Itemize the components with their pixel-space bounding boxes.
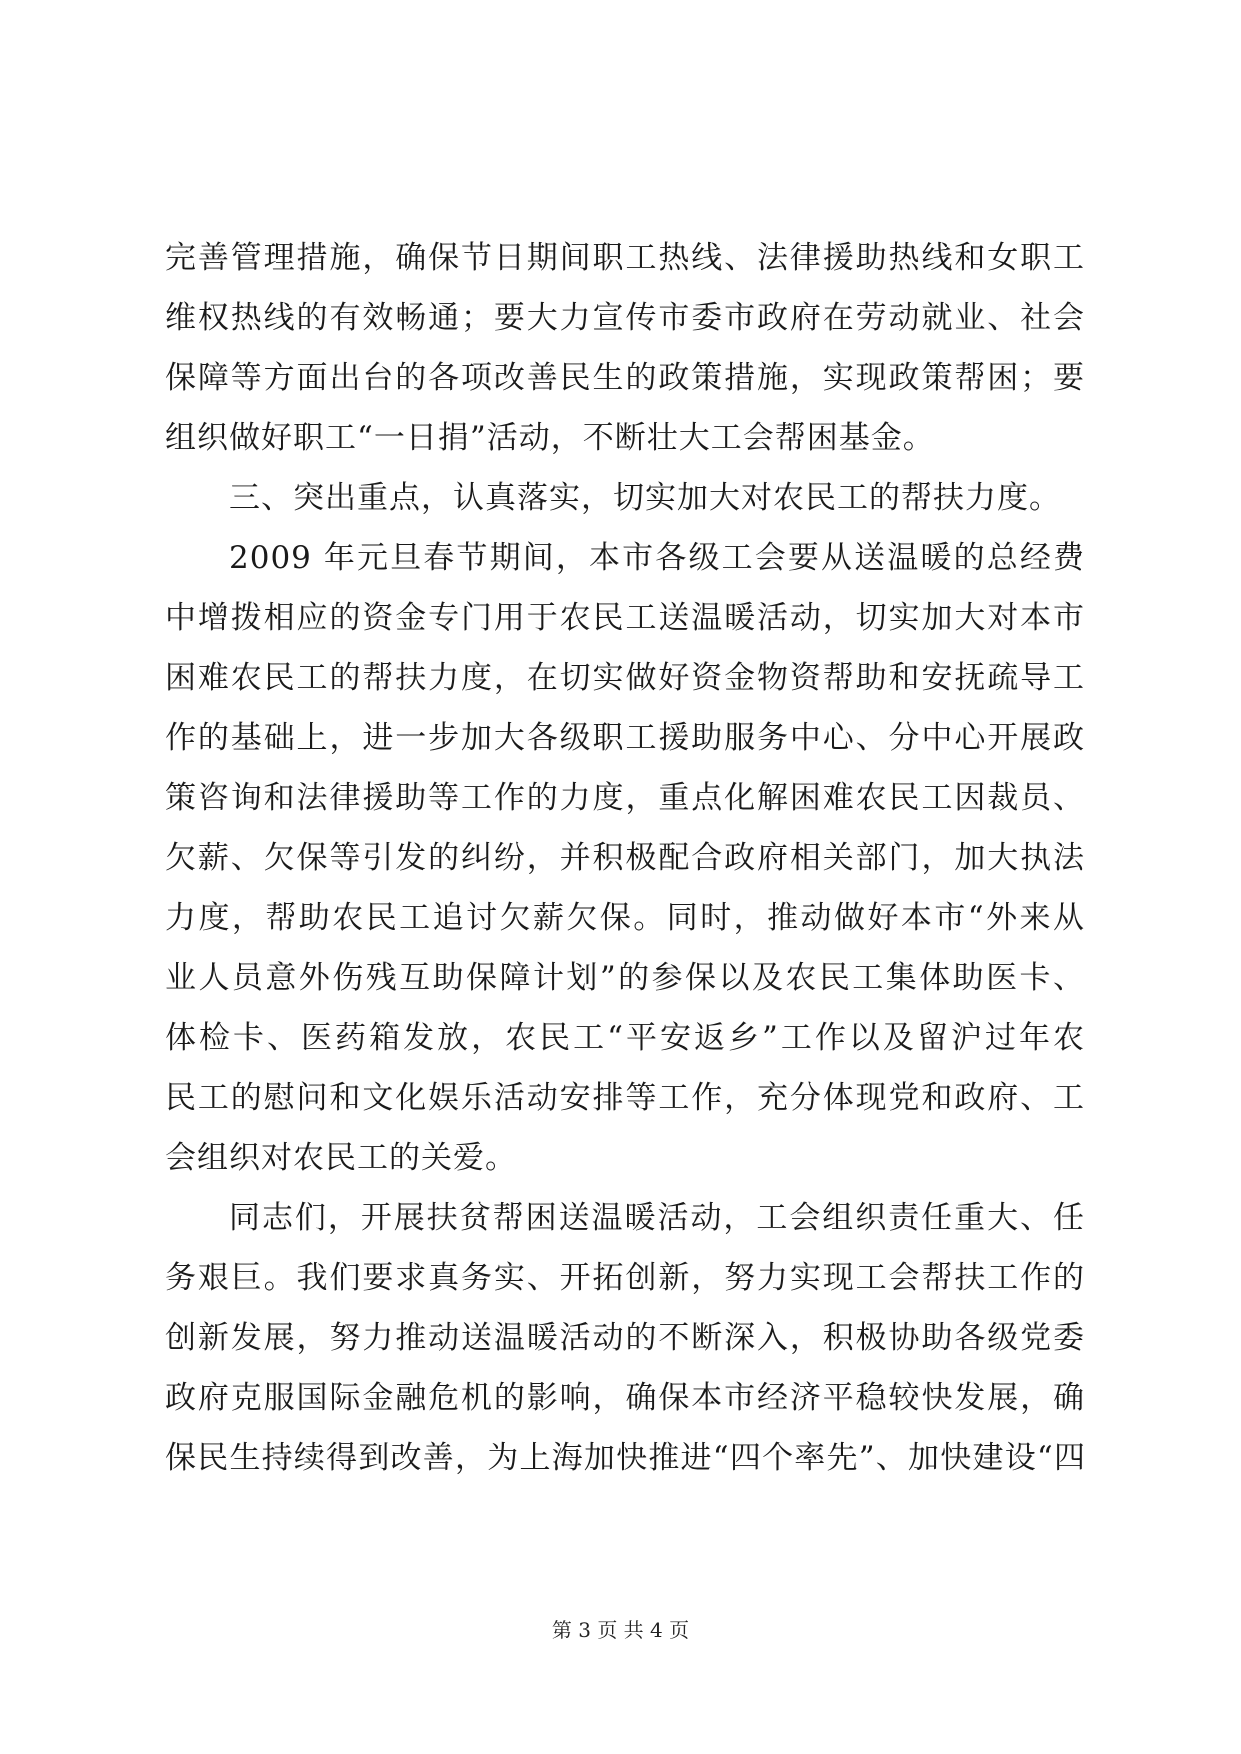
section-heading: 三、突出重点，认真落实，切实加大对农民工的帮扶力度。 (229, 480, 1061, 516)
text-line-19: 创新发展，努力推动送温暖活动的不断深入，积极协助各级党委 (165, 1320, 1085, 1356)
text-line-9: 作的基础上，进一步加大各级职工援助服务中心、分中心开展政 (165, 720, 1085, 756)
text-line-16: 会组织对农民工的关爱。 (165, 1140, 517, 1176)
text-line-17: 同志们，开展扶贫帮困送温暖活动，工会组织责任重大、任 (229, 1200, 1085, 1236)
text-line-10: 策咨询和法律援助等工作的力度，重点化解困难农民工因裁员、 (165, 780, 1085, 816)
text-line-1: 完善管理措施，确保节日期间职工热线、法律援助热线和女职工 (165, 240, 1085, 276)
text-line-3: 保障等方面出台的各项改善民生的政策措施，实现政策帮困；要 (165, 360, 1085, 396)
text-line-18: 务艰巨。我们要求真务实、开拓创新，努力实现工会帮扶工作的 (165, 1260, 1085, 1296)
text-line-6: 2009 年元旦春节期间，本市各级工会要从送温暖的总经费 (229, 540, 1085, 576)
text-line-7: 中增拨相应的资金专门用于农民工送温暖活动，切实加大对本市 (165, 600, 1085, 636)
text-line-13: 业人员意外伤残互助保障计划”的参保以及农民工集体助医卡、 (165, 960, 1085, 996)
text-line-14: 体检卡、医药箱发放，农民工“平安返乡”工作以及留沪过年农 (165, 1020, 1085, 1056)
text-line-2: 维权热线的有效畅通；要大力宣传市委市政府在劳动就业、社会 (165, 300, 1085, 336)
document-body (165, 228, 1085, 1488)
text-line-21: 保民生持续得到改善，为上海加快推进“四个率先”、加快建设“四 (165, 1440, 1085, 1476)
text-line-4: 组织做好职工“一日捐”活动，不断壮大工会帮困基金。 (165, 420, 935, 456)
text-line-15: 民工的慰问和文化娱乐活动安排等工作，充分体现党和政府、工 (165, 1080, 1085, 1116)
page-footer: 第 3 页 共 4 页 (551, 1618, 690, 1642)
text-line-12: 力度，帮助农民工追讨欠薪欠保。同时，推动做好本市“外来从 (165, 900, 1085, 936)
text-line-8: 困难农民工的帮扶力度，在切实做好资金物资帮助和安抚疏导工 (165, 660, 1085, 696)
text-line-11: 欠薪、欠保等引发的纠纷，并积极配合政府相关部门，加大执法 (165, 840, 1085, 876)
text-line-20: 政府克服国际金融危机的影响，确保本市经济平稳较快发展，确 (165, 1380, 1085, 1416)
